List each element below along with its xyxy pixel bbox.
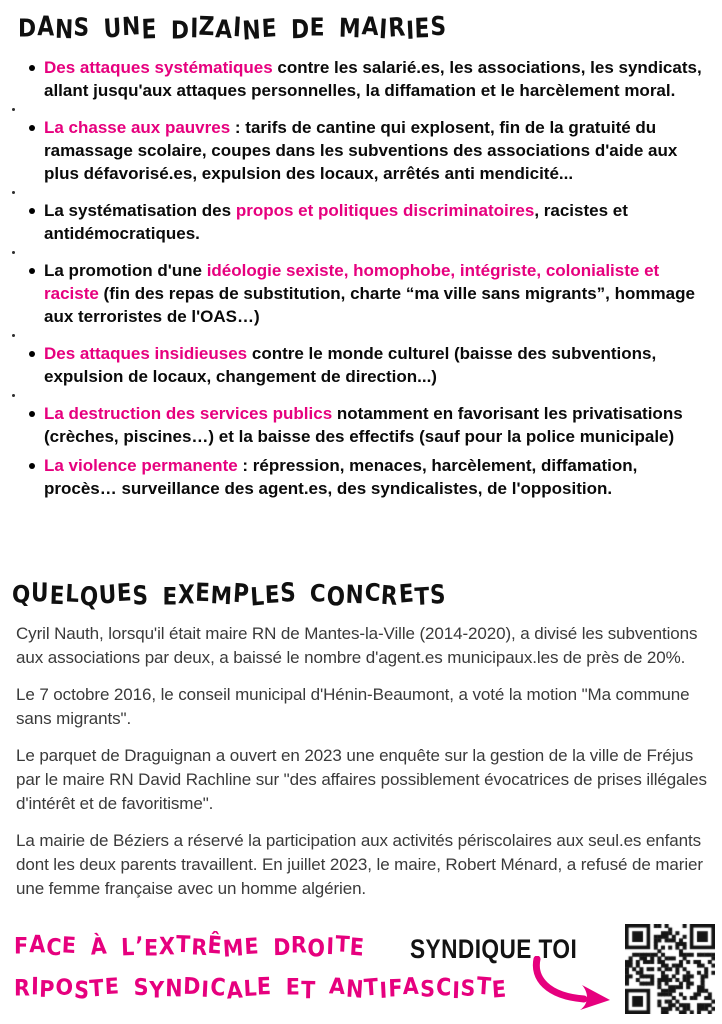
highlighted-text: La destruction des services publics (44, 404, 333, 423)
plain-text: : tarifs de cantine qui explosent, fin de la gratuité du ramassage scolaire, coupes dans les subventions des associations d'aide aux plus défavorisé.es, expulsion des locaux, arrêtés anti mendicité... (44, 118, 678, 183)
list-item (28, 402, 706, 448)
plain-text: , racistes et antidémocratiques. (44, 201, 628, 243)
arrow-icon (528, 956, 616, 1017)
examples-paragraphs (16, 622, 710, 914)
list-item (28, 199, 706, 245)
list-item (28, 116, 706, 185)
list-separator-dot (12, 334, 15, 337)
qr-code (625, 924, 715, 1014)
section-title-mairies: DANS UNE DIZAINE DE MAIRIES (18, 11, 448, 47)
plain-text: : répression, menaces, harcèlement, diffamation, procès… surveillance des agent.es, des syndicalistes, de l'opposition. (44, 456, 638, 498)
footer-headline-line1: FACE À L’EXTRÊME DROITE (14, 931, 366, 963)
list-separator-dot (12, 108, 15, 111)
list-item (28, 454, 706, 500)
highlighted-text: Des attaques systématiques (44, 58, 273, 77)
highlighted-text: idéologie sexiste, homophobe, intégriste, colonialiste et raciste (44, 261, 660, 303)
cta-syndique-toi: SYNDIQUE TOI (410, 934, 578, 964)
plain-text: (fin des repas de substitution, charte “ma ville sans migrants”, hommage aux terroristes de l'OAS…) (44, 284, 695, 326)
example-paragraph: Cyril Nauth, lorsqu'il était maire RN de Mantes-la-Ville (2014-2020), a divisé les subventions aux associations par deux, a baissé le nombre d'agent.es municipaux.les de près de 20%. (16, 624, 698, 667)
footer-headline-line2: RIPOSTE SYNDICALE ET ANTIFASCISTE (14, 972, 508, 1006)
list-item (28, 342, 706, 388)
list-item (28, 56, 706, 102)
attacks-list (28, 56, 706, 506)
highlighted-text: propos et politiques discriminatoires (235, 201, 535, 220)
example-paragraph: Le parquet de Draguignan a ouvert en 2023 une enquête sur la gestion de la ville de Fréjus par le maire RN David Rachline sur "des affaires possiblement évocatrices de prises illégales d'intérêt et de favoritisme". (16, 746, 707, 813)
plain-text: La systématisation des (44, 201, 236, 220)
plain-text: notamment en favorisant les privatisations (crèches, piscines…) et la baisse des effectifs (sauf pour la police municipale) (44, 404, 683, 446)
highlighted-text: La chasse aux pauvres (44, 118, 231, 137)
example-paragraph: La mairie de Béziers a réservé la participation aux activités périscolaires aux seul.es enfants dont les deux parents travaillent. En juillet 2023, le maire, Robert Ménard, a refusé de marier une femme française avec un homme algérien. (16, 831, 703, 898)
list-item (28, 259, 706, 328)
list-separator-dot (12, 251, 15, 254)
highlighted-text: Des attaques insidieuses (44, 344, 248, 363)
example-paragraph: Le 7 octobre 2016, le conseil municipal d'Hénin-Beaumont, a voté la motion "Ma commune sans migrants". (16, 685, 690, 728)
plain-text: contre les salarié.es, les associations, les syndicats, allant jusqu'aux attaques personnelles, la diffamation et le harcèlement moral. (44, 58, 702, 100)
highlighted-text: La violence permanente (44, 456, 238, 475)
plain-text: contre le monde culturel (baisse des subventions, expulsion de locaux, changement de direction...) (44, 344, 657, 386)
list-separator-dot (12, 394, 15, 397)
section-title-exemples: QUELQUES EXEMPLES CONCRETS (12, 577, 447, 613)
plain-text: La promotion d'une (44, 261, 207, 280)
list-separator-dot (12, 191, 15, 194)
